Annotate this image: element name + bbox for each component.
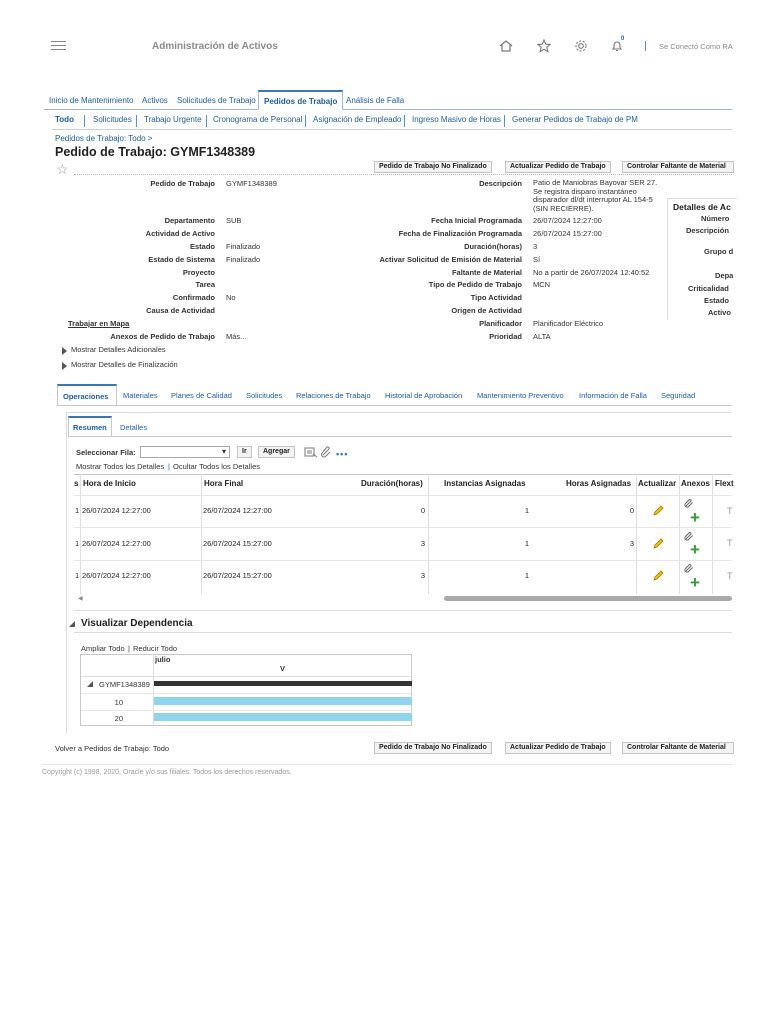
asset-departamento-label: Depa xyxy=(715,271,734,280)
subtab-divider xyxy=(136,115,137,127)
menu-icon[interactable] xyxy=(51,41,66,52)
column-divider xyxy=(80,474,81,594)
subtab-underline xyxy=(52,129,732,130)
col-header-hora-inicio[interactable]: Hora de Inicio xyxy=(83,479,136,488)
departamento-label: Departamento xyxy=(164,216,215,225)
dependency-title: Visualizar Dependencia xyxy=(81,618,193,629)
add-attachment-icon[interactable]: + xyxy=(690,508,700,527)
col-header-horas-asignadas[interactable]: Horas Asignadas xyxy=(566,479,632,488)
gantt-row-label: 20 xyxy=(114,714,123,723)
tab-planes-calidad[interactable]: Planes de Calidad xyxy=(171,391,232,400)
cell-hora-inicio: 26/07/2024 12:27:00 xyxy=(82,506,151,515)
mostrar-detalles-finalizacion-link[interactable]: Mostrar Detalles de Finalización xyxy=(71,360,178,369)
attachment-icon[interactable] xyxy=(320,446,332,458)
edit-pencil-icon[interactable] xyxy=(652,505,664,517)
home-icon[interactable] xyxy=(498,38,514,54)
gantt-task-bar[interactable] xyxy=(154,697,412,705)
col-header-anexos[interactable]: Anexos xyxy=(681,479,710,488)
subtab-asignacion-empleado[interactable]: Asignación de Empleado xyxy=(313,115,402,124)
causa-actividad-label: Causa de Actividad xyxy=(146,306,215,315)
fecha-inicial-value: 26/07/2024 12:27:00 xyxy=(533,216,602,225)
cell-seq: 1 xyxy=(75,539,80,548)
gantt-row-label: GYMF1348389 xyxy=(99,680,150,689)
column-divider xyxy=(679,474,680,594)
link-separator: | xyxy=(128,644,130,653)
ampliar-todo-link[interactable]: Ampliar Todo xyxy=(81,644,125,653)
settings-gear-icon[interactable] xyxy=(573,38,589,54)
resumen-underline xyxy=(70,436,732,437)
volver-pedidos-link[interactable]: Volver a Pedidos de Trabajo: Todo xyxy=(55,744,170,753)
cell-duracion: 3 xyxy=(420,571,425,580)
tab-activos[interactable]: Activos xyxy=(142,96,168,105)
planificador-value: Planificador Eléctrico xyxy=(533,319,604,328)
fecha-inicial-label: Fecha Inicial Programada xyxy=(431,216,522,225)
asset-details-title: Detalles de Ac xyxy=(673,202,731,212)
cell-hora-final: 26/07/2024 15:27:00 xyxy=(203,571,272,580)
subtab-cronograma-personal[interactable]: Cronograma de Personal xyxy=(213,115,303,124)
gantt-row-label: 10 xyxy=(114,698,123,707)
column-divider xyxy=(201,474,202,594)
asset-criticidad-label: Criticalidad xyxy=(688,284,729,293)
cell-horas-asignadas: 0 xyxy=(629,506,634,515)
gantt-month-label: julio xyxy=(155,655,171,664)
subtab-divider xyxy=(206,115,207,127)
tab-resumen[interactable]: Resumen xyxy=(73,423,107,432)
cell-instancias: 1 xyxy=(524,571,529,580)
export-icon[interactable] xyxy=(304,446,318,458)
subtab-divider xyxy=(84,115,85,127)
prioridad-value: ALTA xyxy=(533,332,551,341)
tarea-label: Tarea xyxy=(195,280,215,289)
col-header-duracion[interactable]: Duración(horas) xyxy=(361,479,423,488)
mostrar-detalles-adicionales-link[interactable]: Mostrar Detalles Adicionales xyxy=(71,345,166,354)
connected-as-text: Se Conectó Como RA xyxy=(659,42,733,51)
breadcrumb[interactable]: Pedidos de Trabajo: Todo > xyxy=(55,134,153,143)
pedido-label: Pedido de Trabajo xyxy=(150,179,215,188)
flex-field-icon[interactable]: T xyxy=(727,571,733,581)
descripcion-label: Descripción xyxy=(479,179,522,188)
tipo-pedido-label: Tipo de Pedido de Trabajo xyxy=(428,280,522,289)
flex-field-icon[interactable]: T xyxy=(727,538,733,548)
estado-label: Estado xyxy=(189,242,215,251)
controlar-faltante-button[interactable]: Controlar Faltante de Material xyxy=(622,161,734,173)
col-header-hora-final[interactable]: Hora Final xyxy=(204,479,244,488)
subtab-trabajo-urgente[interactable]: Trabajo Urgente xyxy=(144,115,202,124)
subtab-generar-pm[interactable]: Generar Pedidos de Trabajo de PM xyxy=(512,115,638,124)
tab-historial-aprobacion[interactable]: Historial de Aprobación xyxy=(385,391,463,400)
duracion-value: 3 xyxy=(533,242,538,251)
column-divider xyxy=(712,474,713,594)
trabajar-mapa-link[interactable]: Trabajar en Mapa xyxy=(68,319,130,328)
page-title: Pedido de Trabajo: GYMF1348389 xyxy=(55,145,256,159)
controlar-faltante-button-bottom[interactable]: Controlar Faltante de Material xyxy=(622,742,734,754)
tab-materiales[interactable]: Materiales xyxy=(123,391,158,400)
tab-solicitudes[interactable]: Solicitudes xyxy=(246,391,283,400)
cell-instancias: 1 xyxy=(524,506,529,515)
edit-pencil-icon[interactable] xyxy=(652,538,664,550)
favorites-star-icon[interactable] xyxy=(536,38,552,54)
cell-hora-final: 26/07/2024 15:27:00 xyxy=(203,539,272,548)
subtab-divider xyxy=(404,115,405,127)
notification-count: 0 xyxy=(621,36,625,42)
subtab-ingreso-masivo-horas[interactable]: Ingreso Masivo de Horas xyxy=(412,115,501,124)
collapse-arrow-icon[interactable] xyxy=(87,681,93,687)
tab-analisis-falla[interactable]: Análisis de Falla xyxy=(346,96,405,105)
header-divider xyxy=(645,41,646,51)
asset-descripcion-label: Descripción xyxy=(686,226,729,235)
col-header-instancias[interactable]: Instancias Asignadas xyxy=(444,479,526,488)
estado-sistema-label: Estado de Sistema xyxy=(148,255,215,264)
expand-arrow-icon[interactable] xyxy=(62,347,67,355)
pedido-value: GYMF1348389 xyxy=(226,179,277,188)
cell-instancias: 1 xyxy=(524,539,529,548)
subtab-divider xyxy=(504,115,505,127)
row-divider xyxy=(74,495,732,496)
subtab-solicitudes[interactable]: Solicitudes xyxy=(93,115,132,124)
separator xyxy=(74,174,732,175)
tab-informacion-falla[interactable]: Información de Falla xyxy=(579,391,647,400)
tab-mantenimiento-preventivo[interactable]: Mantenimiento Preventivo xyxy=(477,391,564,400)
link-separator: | xyxy=(168,462,170,471)
no-finalizado-button[interactable]: Pedido de Trabajo No Finalizado xyxy=(374,161,492,173)
tab-seguridad[interactable]: Seguridad xyxy=(661,391,696,400)
gantt-row-line xyxy=(81,693,412,694)
activar-solicitud-value: Sí xyxy=(533,255,541,264)
subtab-divider xyxy=(305,115,306,127)
estado-value: Finalizado xyxy=(226,242,261,251)
faltante-material-value: No a partir de 26/07/2024 12:40:52 xyxy=(533,268,650,277)
activar-solicitud-label: Activar Solicitud de Emisión de Material xyxy=(379,255,522,264)
actualizar-pedido-button[interactable]: Actualizar Pedido de Trabajo xyxy=(505,161,611,173)
collapse-arrow-icon[interactable] xyxy=(69,621,75,627)
ocultar-todos-link[interactable]: Ocultar Todos los Detalles xyxy=(173,462,260,471)
planificador-label: Planificador xyxy=(479,319,522,328)
add-attachment-icon[interactable]: + xyxy=(690,540,700,559)
edit-pencil-icon[interactable] xyxy=(652,570,664,582)
cell-seq: 1 xyxy=(75,506,80,515)
tab-relaciones-trabajo[interactable]: Relaciones de Trabajo xyxy=(296,391,371,400)
flex-field-icon[interactable]: T xyxy=(727,506,733,516)
asset-grupo-label: Grupo d xyxy=(704,247,734,256)
proyecto-label: Proyecto xyxy=(182,268,215,277)
tab-inicio-mantenimiento[interactable]: Inicio de Mantenimiento xyxy=(49,96,134,105)
column-divider xyxy=(636,474,637,594)
row-divider xyxy=(74,560,732,561)
departamento-value: SUB xyxy=(226,216,242,225)
origen-actividad-label: Origen de Actividad xyxy=(451,306,522,315)
cell-duracion: 0 xyxy=(420,506,425,515)
no-finalizado-button-bottom[interactable]: Pedido de Trabajo No Finalizado xyxy=(374,742,492,754)
main-tab-bar xyxy=(44,90,732,110)
confirmado-label: Confirmado xyxy=(172,293,215,302)
favorite-star-icon[interactable]: ☆ xyxy=(56,161,69,177)
cell-seq: 1 xyxy=(75,571,80,580)
asset-activo-label: Activo xyxy=(708,308,731,317)
separator xyxy=(74,610,732,611)
cell-hora-final: 26/07/2024 12:27:00 xyxy=(203,506,272,515)
gantt-day-label: V xyxy=(280,664,286,673)
cell-horas-asignadas: 3 xyxy=(629,539,634,548)
tab-solicitudes-trabajo[interactable]: Solicitudes de Trabajo xyxy=(177,96,256,105)
tab-detalles[interactable]: Detalles xyxy=(120,423,148,432)
row-divider xyxy=(74,527,732,528)
asset-numero-label: Número xyxy=(701,214,730,223)
duracion-label: Duración(horas) xyxy=(464,242,522,251)
tab-pedidos-trabajo[interactable]: Pedidos de Trabajo xyxy=(258,90,343,110)
prioridad-label: Prioridad xyxy=(489,332,522,341)
add-attachment-icon[interactable]: + xyxy=(690,573,700,592)
column-divider xyxy=(428,474,429,594)
scroll-left-arrow-icon[interactable]: ◀ xyxy=(78,596,83,602)
descripcion-value: Patio de Maniobras Bayovar SER 27. Se registra disparo instantáneo disparador dl/dt interruptor AL 154-5 (SIN RECIERRE). xyxy=(533,178,658,213)
gantt-row-line xyxy=(81,710,412,711)
subtab-todo[interactable]: Todo xyxy=(55,115,74,124)
col-header-flext[interactable]: Flext xyxy=(715,479,734,488)
actualizar-pedido-button-bottom[interactable]: Actualizar Pedido de Trabajo xyxy=(505,742,611,754)
asset-estado-label: Estado xyxy=(704,296,730,305)
footer-divider xyxy=(42,764,732,765)
agregar-button[interactable]: Agregar xyxy=(258,446,295,458)
cell-hora-inicio: 26/07/2024 12:27:00 xyxy=(82,571,151,580)
confirmado-value: No xyxy=(226,293,236,302)
seleccionar-fila-label: Seleccionar Fila: xyxy=(76,448,136,457)
anexos-label: Anexos de Pedido de Trabajo xyxy=(110,332,215,341)
estado-sistema-value: Finalizado xyxy=(226,255,261,264)
tipo-pedido-value: MCN xyxy=(533,280,551,289)
mostrar-todos-link[interactable]: Mostrar Todos los Detalles xyxy=(76,462,165,471)
copyright-text: Copyright (c) 1998, 2020, Oracle y/o sus filiales. Todos los derechos reservados. xyxy=(42,769,292,776)
table-horizontal-scrollbar[interactable] xyxy=(74,595,732,601)
seleccionar-fila-select[interactable] xyxy=(140,446,230,458)
expand-arrow-icon[interactable] xyxy=(62,362,67,370)
cell-duracion: 3 xyxy=(420,539,425,548)
gantt-header-line xyxy=(81,676,412,677)
chevron-down-icon: ▾ xyxy=(221,447,226,456)
separator xyxy=(74,632,732,633)
fecha-final-value: 26/07/2024 15:27:00 xyxy=(533,229,602,238)
more-options-icon[interactable]: ••• xyxy=(336,449,349,459)
faltante-material-label: Faltante de Material xyxy=(451,268,522,277)
anexos-mas-link[interactable]: Más... xyxy=(226,332,247,341)
col-header-actualizar[interactable]: Actualizar xyxy=(638,479,677,488)
actividad-activo-label: Actividad de Activo xyxy=(145,229,215,238)
tab-operaciones[interactable]: Operaciones xyxy=(63,392,109,401)
tipo-actividad-label: Tipo Actividad xyxy=(470,293,522,302)
app-title: Administración de Activos xyxy=(152,41,278,52)
gantt-summary-bar[interactable] xyxy=(154,681,412,686)
optabs-underline xyxy=(57,405,732,406)
gantt-task-bar[interactable] xyxy=(154,713,412,721)
fecha-final-label: Fecha de Finalización Programada xyxy=(398,229,522,238)
reducir-todo-link[interactable]: Reducir Todo xyxy=(133,644,178,653)
ir-button[interactable]: Ir xyxy=(237,446,252,458)
cell-hora-inicio: 26/07/2024 12:27:00 xyxy=(82,539,151,548)
scrollbar-thumb[interactable] xyxy=(444,596,732,601)
operations-table xyxy=(74,474,732,594)
col-header-seq[interactable]: s xyxy=(74,479,79,488)
